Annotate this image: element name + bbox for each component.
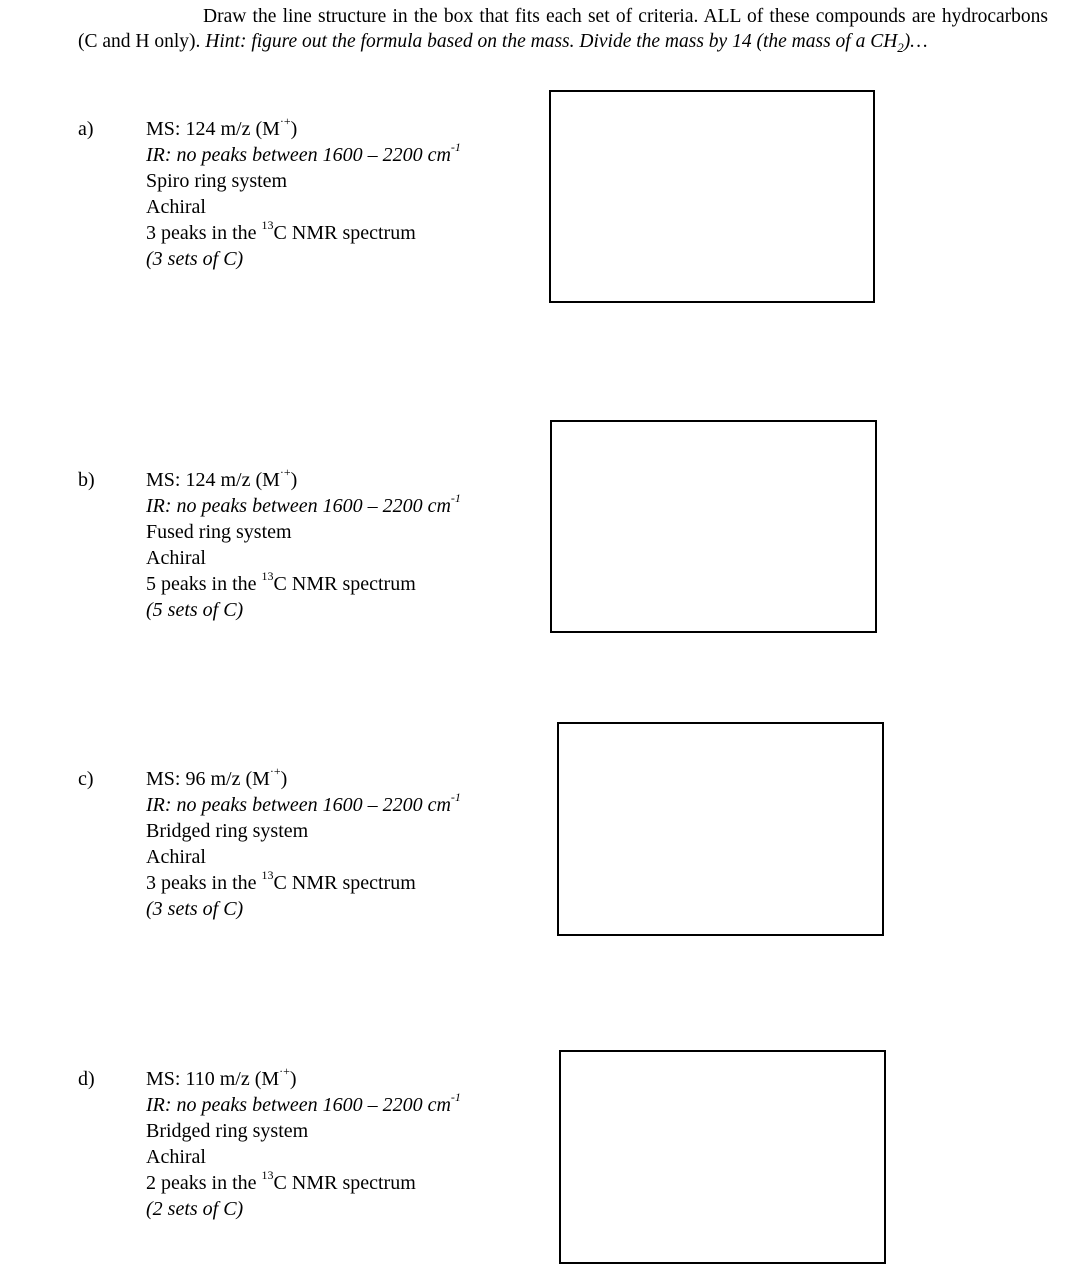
sets-line: (2 sets of C) [146, 1198, 244, 1220]
chirality-line: Achiral [146, 1146, 206, 1168]
ring-line: Fused ring system [146, 521, 292, 543]
ring-line: Bridged ring system [146, 820, 309, 842]
question-letter: d) [78, 1068, 95, 1090]
chirality-line: Achiral [146, 196, 206, 218]
nmr-line: 3 peaks in the $^{13}$C NMR spectrum [146, 218, 416, 244]
nmr-line: 2 peaks in the $^{13}$C NMR spectrum [146, 1168, 416, 1194]
answer-box-c[interactable] [557, 722, 884, 936]
nmr-line: 3 peaks in the $^{13}$C NMR spectrum [146, 868, 416, 894]
answer-box-b[interactable] [550, 420, 877, 633]
ir-line: IR: no peaks between 1600 – 2200 $cm^{-1}$ [146, 1090, 461, 1116]
chirality-line: Achiral [146, 846, 206, 868]
ms-line: MS: 124 m/z (M·+) [146, 114, 298, 140]
ring-line: Spiro ring system [146, 170, 288, 192]
ms-line: MS: 110 m/z (M·+) [146, 1064, 297, 1090]
nmr-line: 5 peaks in the $^{13}$C NMR spectrum [146, 569, 416, 595]
ring-line: Bridged ring system [146, 1120, 309, 1142]
question-letter: a) [78, 118, 94, 140]
ir-line: IR: no peaks between 1600 – 2200 $cm^{-1}$ [146, 790, 461, 816]
chirality-line: Achiral [146, 547, 206, 569]
ms-line: MS: 96 m/z (M·+) [146, 764, 288, 790]
sets-line: (5 sets of C) [146, 599, 244, 621]
hint-text: Hint: figure out the formula based on the mass. Divide the mass by 14 (the mass of a CH [205, 31, 898, 52]
ir-line: IR: no peaks between 1600 – 2200 $cm^{-1}$ [146, 140, 461, 166]
question-letter: b) [78, 469, 95, 491]
answer-box-a[interactable] [549, 90, 875, 303]
hint-end: )… [903, 31, 928, 52]
sets-line: (3 sets of C) [146, 898, 244, 920]
answer-box-d[interactable] [559, 1050, 886, 1264]
sets-line: (3 sets of C) [146, 248, 244, 270]
instructions-paragraph [78, 4, 1048, 60]
ir-line: IR: no peaks between 1600 – 2200 $cm^{-1}$ [146, 491, 461, 517]
instructions-text: Draw the line structure in the box that fits each set of criteria. ALL of these compounds are hydrocarbons (C and H only). [78, 6, 1048, 52]
hint-subscript: 2 [897, 39, 904, 55]
question-letter: c) [78, 768, 94, 790]
ms-line: MS: 124 m/z (M·+) [146, 465, 298, 491]
